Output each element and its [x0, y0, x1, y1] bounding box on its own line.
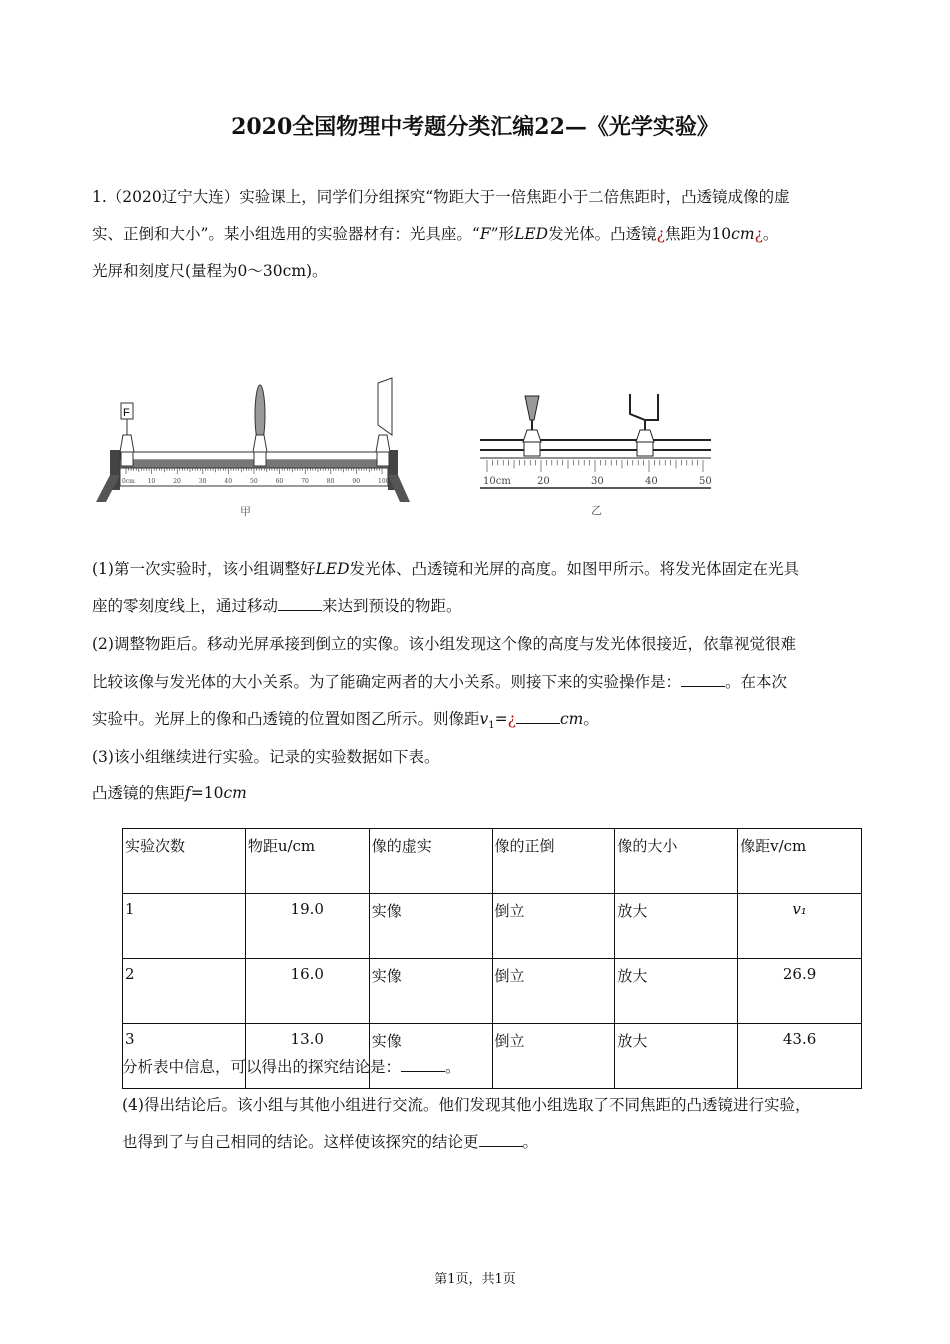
figure-caption-jia: 甲: [240, 505, 251, 518]
table-header: 像距v/cm: [738, 829, 862, 894]
table-header: 像的虚实: [369, 829, 492, 894]
ruler-label: 20: [173, 478, 181, 485]
answer-blank: [479, 1132, 523, 1147]
table-cell: 26.9: [738, 959, 862, 1024]
ruler-label: 70: [301, 478, 309, 485]
ruler-label: 30: [591, 476, 604, 487]
table-header: 物距u/cm: [245, 829, 369, 894]
part-3-line-1: (3)该小组继续进行实验。记录的实验数据如下表。: [92, 748, 440, 766]
table-cell: v₁: [738, 894, 862, 959]
table-cell: 倒立: [492, 894, 615, 959]
ruler-label: 40: [645, 476, 658, 487]
table-cell: 2: [123, 959, 246, 1024]
ruler-label: 30: [198, 478, 207, 485]
table-header: 像的大小: [615, 829, 738, 894]
table-header-row: [123, 829, 862, 894]
table-cell: 1: [123, 894, 246, 959]
ruler-label: 10cm: [483, 476, 511, 487]
answer-blank: [278, 596, 322, 611]
data-table: [122, 828, 862, 1089]
figure-yi-optical-bench: [475, 390, 720, 525]
table-cell: 放大: [615, 894, 738, 959]
figure-jia-optical-bench: [92, 375, 432, 525]
table-row: [123, 959, 862, 1024]
table-cell: 实像: [369, 894, 492, 959]
ruler-label: 40: [224, 478, 233, 485]
part-2-line-2: 比较该像与发光体的大小关系。为了能确定两者的大小关系。则接下来的实验操作是： 。在本次: [92, 673, 788, 691]
table-cell: 放大: [615, 959, 738, 1024]
part-2-line-3: 实验中。光屏上的像和凸透镜的位置如图乙所示。则像距$v_1=¿$ cm。: [92, 710, 599, 732]
figure-caption-yi: 乙: [591, 504, 602, 517]
table-row: [123, 894, 862, 959]
ruler-label: 90: [352, 478, 361, 485]
table-cell: 43.6: [738, 1024, 862, 1089]
table-cell: 16.0: [245, 959, 369, 1024]
part-4-line-2: 也得到了与自己相同的结论。这样使该探究的结论更 。: [122, 1133, 539, 1151]
page-footer: 第1页，共1页: [434, 1272, 516, 1287]
ruler-label: 50: [699, 476, 712, 487]
table-cell: 13.0: [245, 1024, 369, 1089]
question-line-2: 实、正倒和大小”。某小组选用的实验器材有：光具座。“F”形LED发光体。凸透镜¿焦距为10cm¿。: [92, 225, 779, 243]
table-cell: 实像: [369, 1024, 492, 1089]
focal-length-note: 凸透镜的焦距f=10cm: [92, 784, 247, 802]
ruler-label: 60: [275, 478, 284, 485]
part-2-line-1: (2)调整物距后。移动光屏承接到倒立的实像。该小组发现这个像的高度与发光体很接近，依靠视觉很难: [92, 635, 796, 653]
part-1-line-1: (1)第一次实验时，该小组调整好LED发光体、凸透镜和光屏的高度。如图甲所示。将发光体固定在光具: [92, 560, 800, 578]
part-4-line-1: (4)得出结论后。该小组与其他小组进行交流。他们发现其他小组选取了不同焦距的凸透镜进行实验，: [122, 1096, 811, 1114]
table-cell: 倒立: [492, 959, 615, 1024]
ruler-label: 80: [326, 478, 335, 485]
table-cell: 放大: [615, 1024, 738, 1089]
ruler-label: 100: [378, 478, 390, 485]
ruler-label: 10: [147, 478, 156, 485]
table-cell: 倒立: [492, 1024, 615, 1089]
answer-blank: [401, 1057, 445, 1072]
question-line-1: 1.（2020辽宁大连）实验课上，同学们分组探究“物距大于一倍焦距小于二倍焦距时，凸透镜成像的虚: [92, 188, 790, 206]
answer-blank: [681, 672, 725, 687]
ruler-label: 0cm: [122, 478, 135, 485]
table-header: 像的正倒: [492, 829, 615, 894]
page-title: 2020全国物理中考题分类汇编22—《光学实验》: [231, 114, 719, 140]
table-cell: 3: [123, 1024, 246, 1089]
table-cell: 19.0: [245, 894, 369, 959]
analysis-line: 分析表中信息，可以得出的探究结论是： 。: [122, 1058, 461, 1076]
part-1-line-2: 座的零刻度线上，通过移动 来达到预设的物距。: [92, 597, 462, 615]
table-cell: 实像: [369, 959, 492, 1024]
question-line-3: 光屏和刻度尺(量程为0～30cm)。: [92, 262, 328, 280]
table-header: 实验次数: [123, 829, 246, 894]
answer-blank: [516, 709, 560, 724]
ruler-label: 20: [537, 476, 550, 487]
led-f-label: F: [123, 407, 130, 419]
ruler-label: 50: [250, 478, 258, 485]
